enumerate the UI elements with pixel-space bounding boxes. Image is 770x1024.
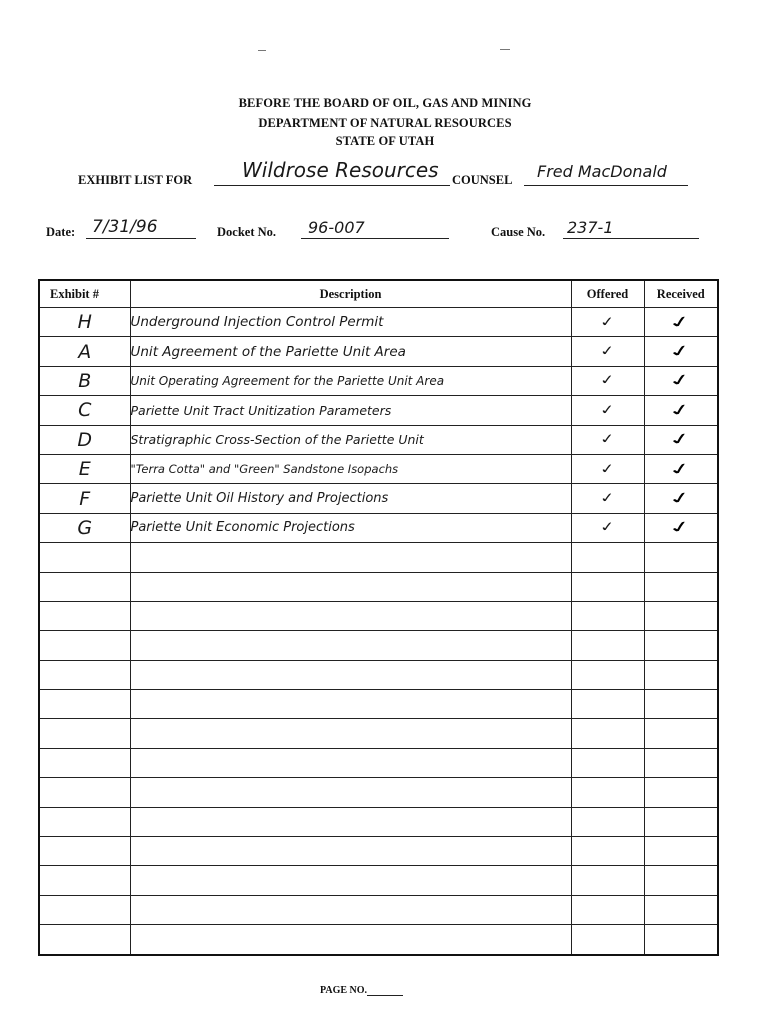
table-row <box>39 366 718 395</box>
docket-label: Docket No. <box>217 225 277 239</box>
exhibit-id: H <box>39 308 130 337</box>
received-checkmark-icon: ✓ <box>663 340 699 362</box>
exhibit-description: Unit Agreement of the Pariette Unit Area <box>130 337 571 366</box>
table-row-blank <box>39 895 718 924</box>
blank-cell <box>130 748 571 777</box>
blank-cell <box>571 690 644 719</box>
table-row <box>39 396 718 425</box>
blank-cell <box>571 837 644 866</box>
offered-checkmark-icon: ✓ <box>598 372 617 390</box>
blank-cell <box>571 748 644 777</box>
received-cell <box>644 337 718 366</box>
docket-value: 96-007 <box>308 218 365 237</box>
offered-cell <box>571 366 644 395</box>
blank-cell <box>644 925 718 955</box>
received-checkmark-icon: ✓ <box>663 311 699 333</box>
blank-cell <box>39 660 130 689</box>
blank-cell <box>39 601 130 630</box>
header-line-1: BEFORE THE BOARD OF OIL, GAS AND MINING <box>238 96 532 110</box>
table-row-blank <box>39 837 718 866</box>
blank-cell <box>130 601 571 630</box>
exhibit-id: E <box>39 454 130 483</box>
offered-checkmark-icon: ✓ <box>598 460 617 478</box>
page-number-value <box>367 985 403 996</box>
scan-mark <box>258 50 266 51</box>
blank-cell <box>130 572 571 601</box>
table-row <box>39 484 718 513</box>
received-cell <box>644 396 718 425</box>
blank-cell <box>644 866 718 895</box>
blank-cell <box>39 925 130 955</box>
blank-cell <box>571 895 644 924</box>
cause-underline <box>563 238 699 239</box>
counsel-label: COUNSEL <box>452 173 513 187</box>
party-underline <box>214 185 450 186</box>
exhibit-description: Pariette Unit Economic Projections <box>130 513 571 542</box>
table-row-blank <box>39 925 718 955</box>
table-row-blank <box>39 543 718 572</box>
exhibit-description: "Terra Cotta" and "Green" Sandstone Isopachs <box>130 454 571 483</box>
offered-checkmark-icon: ✓ <box>598 402 617 419</box>
blank-cell <box>644 660 718 689</box>
table-header-row <box>39 280 718 308</box>
col-header-description: Description <box>130 280 571 308</box>
table-row <box>39 308 718 337</box>
table-row-blank <box>39 601 718 630</box>
blank-cell <box>39 866 130 895</box>
blank-cell <box>571 778 644 807</box>
col-header-received: Received <box>644 280 718 308</box>
blank-cell <box>644 572 718 601</box>
table-row-blank <box>39 719 718 748</box>
blank-cell <box>39 690 130 719</box>
blank-cell <box>39 895 130 924</box>
exhibit-description: Underground Injection Control Permit <box>130 308 571 337</box>
col-header-offered: Offered <box>571 280 644 308</box>
blank-cell <box>39 837 130 866</box>
received-checkmark-icon: ✓ <box>663 369 699 391</box>
blank-cell <box>130 837 571 866</box>
table-row <box>39 337 718 366</box>
blank-cell <box>644 807 718 836</box>
received-checkmark-icon: ✓ <box>663 516 699 538</box>
table-row-blank <box>39 660 718 689</box>
table-row-blank <box>39 572 718 601</box>
blank-cell <box>130 807 571 836</box>
blank-cell <box>571 601 644 630</box>
blank-cell <box>644 631 718 660</box>
cause-value: 237-1 <box>567 218 614 237</box>
page-number <box>320 985 403 996</box>
blank-cell <box>571 572 644 601</box>
exhibit-description: Stratigraphic Cross-Section of the Pariette Unit <box>130 425 571 454</box>
scan-mark <box>500 49 510 50</box>
blank-cell <box>644 837 718 866</box>
blank-cell <box>39 631 130 660</box>
date-label: Date: <box>46 225 76 239</box>
received-checkmark-icon: ✓ <box>663 428 699 450</box>
received-checkmark-icon: ✓ <box>663 458 699 480</box>
offered-cell <box>571 484 644 513</box>
received-cell <box>644 425 718 454</box>
blank-cell <box>571 866 644 895</box>
offered-checkmark-icon: ✓ <box>598 343 617 360</box>
blank-cell <box>130 895 571 924</box>
exhibit-description: Pariette Unit Oil History and Projections <box>130 484 571 513</box>
blank-cell <box>39 748 130 777</box>
offered-cell <box>571 308 644 337</box>
exhibit-id: D <box>39 425 130 454</box>
date-underline <box>86 238 196 239</box>
exhibit-list-label: EXHIBIT LIST FOR <box>78 173 193 187</box>
received-checkmark-icon: ✓ <box>663 487 699 509</box>
offered-checkmark-icon: ✓ <box>598 490 617 507</box>
table-row-blank <box>39 631 718 660</box>
blank-cell <box>39 719 130 748</box>
blank-cell <box>39 572 130 601</box>
blank-cell <box>39 543 130 572</box>
table-row-blank <box>39 807 718 836</box>
counsel-value: Fred MacDonald <box>537 162 667 181</box>
exhibit-description: Pariette Unit Tract Unitization Parameters <box>130 396 571 425</box>
blank-cell <box>644 748 718 777</box>
offered-cell <box>571 513 644 542</box>
table-row-blank <box>39 778 718 807</box>
offered-checkmark-icon: ✓ <box>598 519 617 537</box>
cause-label: Cause No. <box>491 225 546 239</box>
date-value: 7/31/96 <box>92 217 158 237</box>
blank-cell <box>571 719 644 748</box>
offered-cell <box>571 454 644 483</box>
table-row <box>39 513 718 542</box>
blank-cell <box>571 543 644 572</box>
exhibit-id: F <box>39 484 130 513</box>
counsel-underline <box>524 185 688 186</box>
blank-cell <box>130 866 571 895</box>
header-line-3: STATE OF UTAH <box>335 134 435 148</box>
col-header-exhibit: Exhibit # <box>39 280 130 308</box>
exhibit-id: B <box>39 366 130 395</box>
blank-cell <box>130 660 571 689</box>
received-cell <box>644 484 718 513</box>
page-number-label: PAGE NO. <box>320 985 368 996</box>
received-cell <box>644 308 718 337</box>
blank-cell <box>130 690 571 719</box>
blank-cell <box>644 778 718 807</box>
offered-checkmark-icon: ✓ <box>598 314 617 331</box>
blank-cell <box>571 660 644 689</box>
blank-cell <box>644 601 718 630</box>
blank-cell <box>130 925 571 955</box>
blank-cell <box>39 807 130 836</box>
docket-underline <box>301 238 449 239</box>
table-row-blank <box>39 866 718 895</box>
received-cell <box>644 366 718 395</box>
exhibit-table-body <box>39 308 718 955</box>
blank-cell <box>644 543 718 572</box>
blank-cell <box>571 925 644 955</box>
blank-cell <box>130 543 571 572</box>
offered-cell <box>571 337 644 366</box>
exhibit-id: G <box>39 513 130 542</box>
offered-checkmark-icon: ✓ <box>598 431 617 448</box>
blank-cell <box>130 631 571 660</box>
blank-cell <box>571 807 644 836</box>
table-row <box>39 425 718 454</box>
offered-cell <box>571 425 644 454</box>
table-row-blank <box>39 690 718 719</box>
table-row <box>39 454 718 483</box>
received-checkmark-icon: ✓ <box>663 399 699 421</box>
blank-cell <box>571 631 644 660</box>
blank-cell <box>39 778 130 807</box>
exhibit-table <box>38 279 719 956</box>
blank-cell <box>644 690 718 719</box>
blank-cell <box>644 895 718 924</box>
blank-cell <box>130 778 571 807</box>
blank-cell <box>644 719 718 748</box>
exhibit-description: Unit Operating Agreement for the Pariette Unit Area <box>130 366 571 395</box>
party-value: Wildrose Resources <box>242 158 439 182</box>
received-cell <box>644 513 718 542</box>
header-line-2: DEPARTMENT OF NATURAL RESOURCES <box>258 116 512 130</box>
received-cell <box>644 454 718 483</box>
exhibit-id: C <box>39 396 130 425</box>
offered-cell <box>571 396 644 425</box>
exhibit-id: A <box>39 337 130 366</box>
blank-cell <box>130 719 571 748</box>
table-row-blank <box>39 748 718 777</box>
